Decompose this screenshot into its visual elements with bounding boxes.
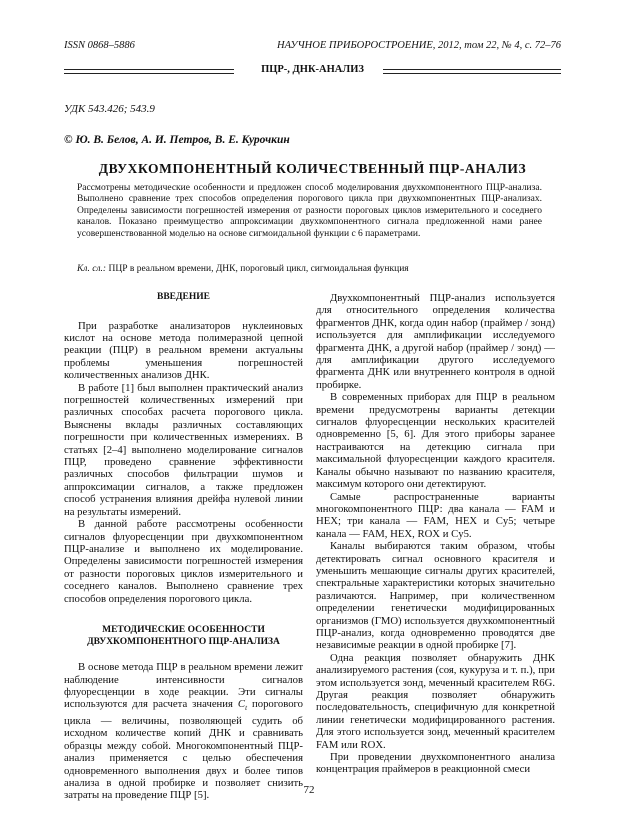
paper-title: ДВУХКОМПОНЕНТНЫЙ КОЛИЧЕСТВЕННЫЙ ПЦР-АНАЛИЗ: [98, 161, 527, 176]
keywords: [77, 264, 542, 274]
abstract: Рассмотрены методические особенности и предложен способ моделирования двухкомпонентного ПЦР-анализа. Выполнено сравнение трех способов определения порогового цикла при двухкомпонентных ПЦР-анализах. Определены зависимости погрешностей измерения от разности пороговых циклов измерительного и соседнего каналов. Показано преимущество аппроксимации двухкомпонентного сигнала предложенной нами ранее усовершенствованной моделью на основе сигмоидальной функции с 6 параметрами.: [77, 183, 542, 239]
intro-paragraph: В данной работе рассмотрены особенности сигналов флуоресценции при двухкомпонентном ПЦР-анализе и выполнено их моделирование. Определены зависимости погрешностей измерения от разности пороговых циклов измерительного и соседнего каналов. Выполнено сравнение трех способов определения порогового цикла.: [64, 518, 303, 605]
page-number: 72: [303, 784, 315, 796]
method-heading-line: ДВУХКОМПОНЕНТНОГО ПЦР-АНАЛИЗА: [87, 636, 280, 647]
authors: © Ю. В. Белов, А. И. Петров, В. Е. Курочкин: [64, 134, 290, 146]
keywords-label: Кл. сл.:: [77, 264, 107, 274]
method-paragraph: В основе метода ПЦР в реальном времени лежит наблюдение интенсивности сигналов флуоресценции в ходе реакции. Эти сигналы используются для расчета значения $C_t$ порогового цикла — величины, позволяющей судить об исходном количестве копий ДНК и сравнивать образцы между собой. Многокомпонентный ПЦР-анализ применяется с целью обеспечения одновременного выполнения двух и более типов анализа в одной пробирке и позволяет снизить затраты на проведение ПЦР [5].: [64, 661, 303, 802]
keywords-text: ПЦР в реальном времени, ДНК, пороговый цикл, сигмоидальная функция: [108, 264, 409, 274]
method-heading-line: МЕТОДИЧЕСКИЕ ОСОБЕННОСТИ: [102, 624, 265, 635]
method-heading: [64, 625, 303, 648]
body-paragraph: При проведении двухкомпонентного анализа концентрация праймеров в реакционной смеси: [316, 751, 555, 776]
journal-reference: НАУЧНОЕ ПРИБОРОСТРОЕНИЕ, 2012, том 22, № 4, с. 72–76: [277, 40, 561, 51]
udc-code: УДК 543.426; 543.9: [64, 103, 155, 115]
intro-paragraph: В работе [1] был выполнен практический анализ погрешностей количественных измерений при различных способах расчета порогового цикла. Выяснены вклады различных составляющих погрешности при количественных измерениях. В статьях [2–4] выполнено моделирование сигналов ПЦР, проведено сравнение эффективности различных способов фильтрации шумов и аппроксимации сигналов, а также предложен способ устранения влияния дрейфа нулевой линии на результаты измерений.: [64, 381, 303, 518]
intro-paragraph: При разработке анализаторов нуклеиновых кислот на основе метода полимеразной цепной реакции (ПЦР) в реальном времени актуальны проблемы уменьшения погрешностей количественных анализов ДНК.: [64, 319, 303, 382]
body-paragraph: Двухкомпонентный ПЦР-анализ используется для относительного определения количества фрагментов ДНК, когда один набор (праймер / зонд) используется для амплификации исследуемого фрагмента ДНК, а другой набор (праймер / зонд) — для амплификации другого исследуемого фрагмента ДНК или внутреннего контроля в одной пробирке.: [316, 292, 555, 391]
body-paragraph: Каналы выбираются таким образом, чтобы детектировать сигнал основного красителя и уменьшить мешающие сигналы других красителей, спектральные характеристики которых значительно различаются. Например, при количественном определении генетически модифицированных организмов (ГМО) используется двухкомпонентный ПЦР-анализ, когда одновременно проводятся две независимые реакции в одной пробирке [7].: [316, 540, 555, 652]
left-column: [64, 292, 303, 802]
issn: ISSN 0868–5886: [64, 40, 135, 51]
body-paragraph: В современных приборах для ПЦР в реальном времени предусмотрены варианты детекции сигналов флуоресценции нескольких красителей одновременно [5, 6]. Для этого приборы заранее настраиваются на детекцию сигнала при максимальной флуоресценции каждого красителя. Каналы обычно называют по названию красителя, максимум которого они детектируют.: [316, 391, 555, 491]
section-rule: [64, 66, 561, 76]
intro-heading: ВВЕДЕНИЕ: [157, 292, 210, 302]
body-paragraph: Самые распространенные варианты многокомпонентного ПЦР: два канала — FAM и HEX; три канала — FAM, HEX и Cy5; четыре канала — FAM, HEX, ROX и Cy5.: [316, 490, 555, 540]
ct-symbol: C: [237, 698, 246, 711]
body-paragraph: Одна реакция позволяет обнаружить ДНК анализируемого растения (соя, кукуруза и т. п.), при этом используется зонд, меченный красителем R6G. Другая реакция позволяет обнаружить последовательность, специфичную для конкретной линии генетически модифицированного растения. Для этого используется зонд, меченный красителем FAM или ROX.: [316, 651, 555, 751]
section-title: ПЦР-, ДНК-АНАЛИЗ: [261, 64, 364, 75]
right-column: [316, 292, 555, 776]
